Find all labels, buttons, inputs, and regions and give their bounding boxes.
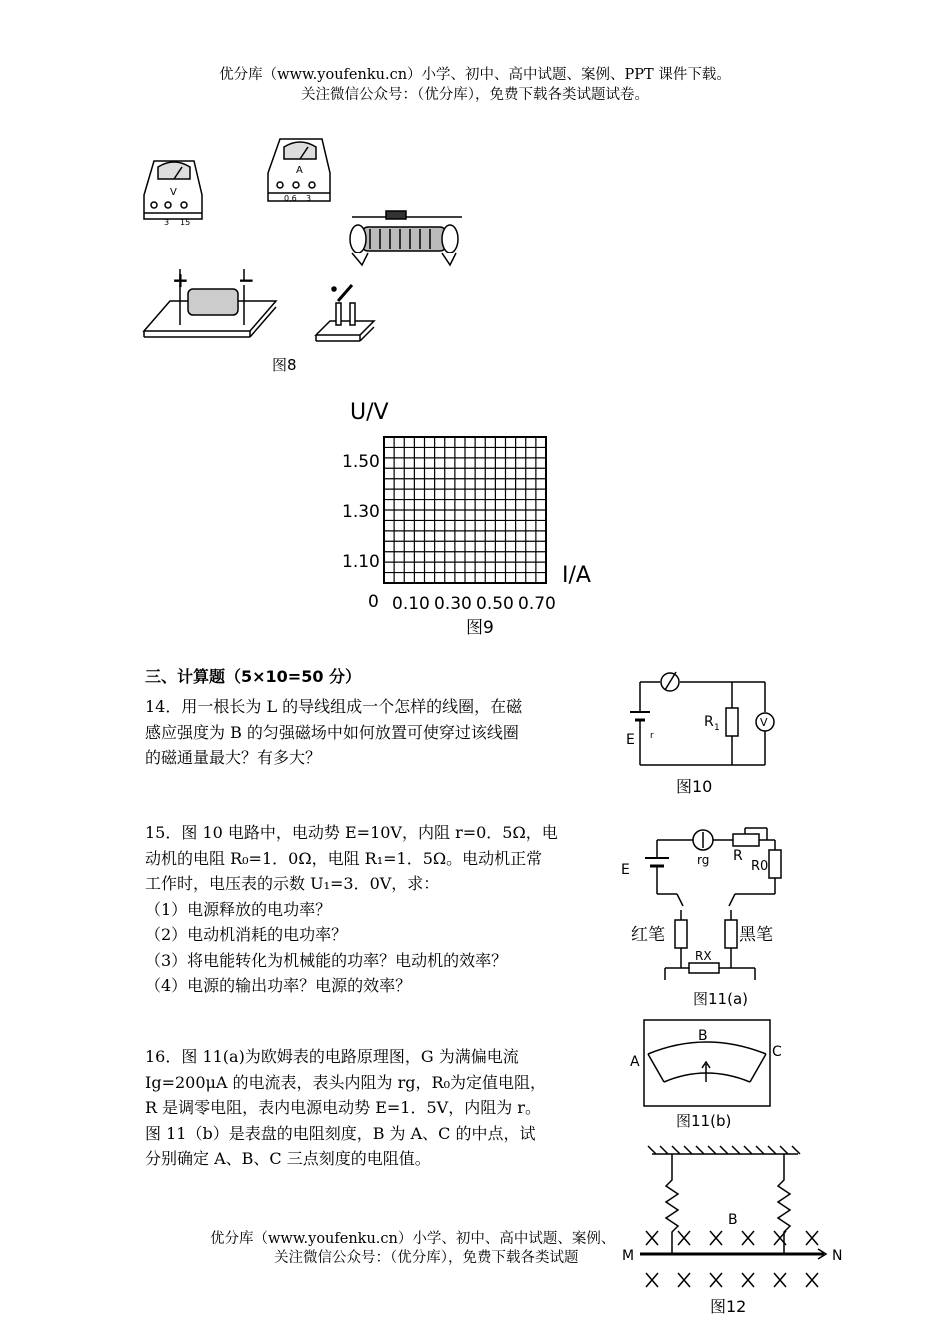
fig12-B: B [728, 1212, 738, 1228]
figure-11a-caption: 图11(a) [693, 990, 748, 1008]
field-cross [806, 1231, 818, 1245]
ammeter-symbol: A [296, 165, 303, 176]
question-16 [145, 1044, 546, 1172]
question-15 [145, 820, 558, 999]
fig9-x-tick-0.50: 0.50 [476, 594, 514, 614]
question-15-line: （2）电动机消耗的电功率？ [145, 925, 348, 944]
fig11a-Rx: RX [695, 949, 712, 963]
fig11a-black-probe: 黑笔 [739, 925, 773, 945]
question-16-line: 图 11（b）是表盘的电阻刻度，B 为 A、C 的中点，试 [145, 1123, 536, 1143]
voltmeter-tick-15: 15 [180, 218, 191, 227]
figure-8 [140, 135, 480, 355]
fig9-y-tick-1.50: 1.50 [342, 452, 380, 472]
battery-minus-label: − [238, 268, 255, 292]
field-cross [742, 1273, 754, 1287]
fig9-x-label: I/A [562, 563, 591, 588]
field-cross [678, 1231, 690, 1245]
question-14-line: 感应强度为 B 的匀强磁场中如何放置可使穿过该线圈 [145, 722, 519, 742]
fig9-x-tick-0.70: 0.70 [518, 594, 556, 614]
fig11a-red-probe: 红笔 [631, 925, 665, 945]
battery-plus-label: + [172, 268, 189, 292]
fig11b-B: B [698, 1028, 708, 1044]
figure-8-caption: 图8 [272, 356, 297, 374]
figure-11b-caption: 图11(b) [676, 1112, 732, 1130]
question-15-line: 15．图 10 电路中，电动势 E=10V，内阻 r=0．5Ω，电 [145, 823, 558, 842]
fig10-R1-sub: 1 [714, 723, 720, 733]
field-cross [774, 1273, 786, 1287]
footer-line-1: 优分库（www.youfenku.cn）小学、初中、高中试题、案例、 [210, 1231, 616, 1247]
header-line-1: 优分库（www.youfenku.cn）小学、初中、高中试题、案例、PPT 课件下载。 [219, 67, 731, 83]
question-15-line: （3）将电能转化为机械能的功率？电动机的效率？ [145, 950, 508, 970]
fig10-R1: R [704, 714, 714, 730]
figure-9-caption: 图9 [466, 618, 494, 638]
header-line-2: 关注微信公众号：（优分库），免费下载各类试题试卷。 [301, 87, 649, 103]
question-15-line: （1）电源释放的电功率？ [145, 899, 332, 919]
fig9-y-label: U/V [350, 400, 389, 425]
fig10-r: r [650, 731, 654, 741]
figure-11a [615, 818, 790, 1010]
fig12-M: M [622, 1248, 635, 1264]
field-cross [710, 1273, 722, 1287]
question-15-line: 动机的电阻 R₀=1．0Ω，电阻 R₁=1．5Ω。电动机正常 [145, 848, 543, 868]
question-14-line: 14．用一根长为 L 的导线组成一个怎样的线圈，在磁 [145, 697, 523, 716]
question-15-line: （4）电源的输出功率？电源的效率？ [145, 976, 412, 995]
battery-drawing [144, 269, 276, 337]
fig11a-rg: rg [697, 853, 710, 867]
figure-9 [340, 395, 620, 645]
question-16-line: R 是调零电阻，表内电源电动势 E=1．5V，内阻为 r。 [145, 1098, 541, 1117]
fig10-voltmeter: V [760, 716, 768, 729]
field-cross [678, 1273, 690, 1287]
field-cross [646, 1273, 658, 1287]
figure-11b [628, 1016, 793, 1136]
question-14 [145, 694, 522, 771]
field-cross [646, 1231, 658, 1245]
fig11a-R: R [733, 848, 743, 864]
fig10-E: E [626, 732, 635, 748]
footer-line-2: 关注微信公众号：（优分库），免费下载各类试题 [274, 1250, 579, 1266]
field-cross [742, 1231, 754, 1245]
figure-12 [612, 1140, 852, 1320]
fig11a-E: E [621, 862, 630, 878]
footer [210, 1230, 615, 1268]
fig11b-C: C [772, 1044, 782, 1060]
fig9-x-tick-0.10: 0.10 [392, 594, 430, 614]
fig11a-R0: R0 [751, 859, 769, 874]
section-3-title: 三、计算题（5×10=50 分） [145, 667, 362, 686]
question-16-line: Ig=200μA 的电流表，表头内阻为 rg，R₀为定值电阻， [145, 1072, 546, 1092]
fig11b-A: A [630, 1054, 640, 1070]
figure-10-caption: 图10 [676, 777, 713, 796]
switch-drawing [316, 285, 374, 341]
fig9-y-tick-1.10: 1.10 [342, 552, 380, 572]
ammeter-tick-3: 3 [306, 194, 312, 203]
fig9-grid-lines [384, 437, 546, 583]
voltmeter-tick-3: 3 [164, 218, 170, 227]
figure-12-caption: 图12 [710, 1297, 747, 1316]
fig9-y-tick-1.30: 1.30 [342, 502, 380, 522]
fig9-x-tick-0.30: 0.30 [434, 594, 472, 614]
field-cross [710, 1231, 722, 1245]
question-16-line: 16．图 11(a)为欧姆表的电路原理图，G 为满偏电流 [145, 1047, 519, 1066]
rheostat-drawing [350, 211, 462, 265]
field-cross [806, 1273, 818, 1287]
question-15-line: 工作时，电压表的示数 U₁=3．0V，求： [145, 874, 440, 893]
fig9-origin: 0 [368, 592, 379, 612]
ammeter-tick-0.6: 0.6 [284, 194, 297, 203]
question-16-line: 分别确定 A、B、C 三点刻度的电阻值。 [145, 1149, 431, 1168]
figure-10 [620, 660, 780, 800]
voltmeter-symbol: V [170, 187, 177, 198]
fig12-N: N [832, 1248, 843, 1264]
question-14-line: 的磁通量最大？有多大？ [145, 748, 322, 767]
